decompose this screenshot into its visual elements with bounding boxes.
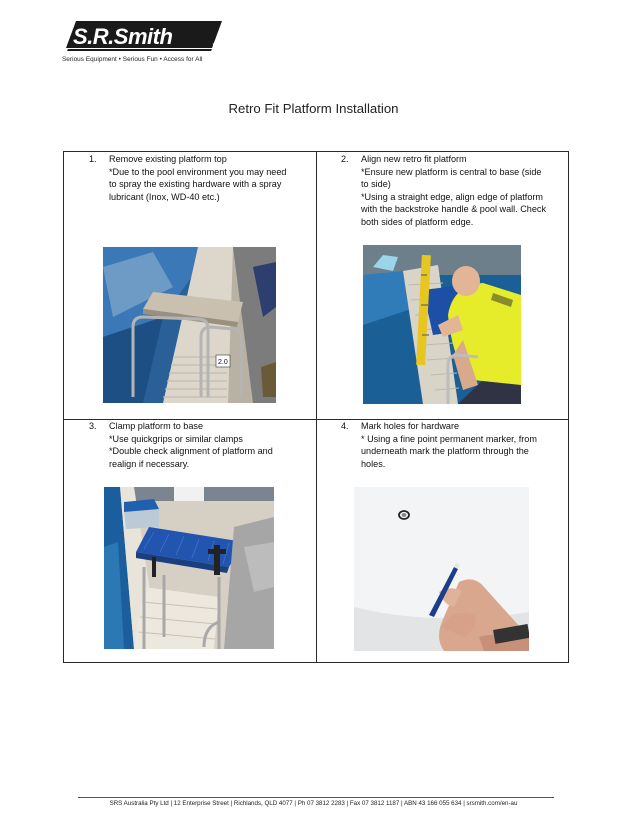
step-line: *Use quickgrips or similar clamps <box>109 433 243 444</box>
step-number: 4. <box>341 421 349 431</box>
step-heading: Align new retro fit platform <box>361 154 467 164</box>
step-heading: Mark holes for hardware <box>361 421 460 431</box>
srsmith-logo <box>62 20 224 54</box>
step-line: to side) <box>361 179 391 190</box>
step-3-text <box>89 420 311 470</box>
svg-text:S.R.Smith: S.R.Smith <box>73 24 173 49</box>
svg-text:2.0: 2.0 <box>218 359 228 366</box>
clamped-platform-photo <box>104 487 274 649</box>
step-line: underneath mark the platform through the <box>361 446 529 457</box>
page-title: Retro Fit Platform Installation <box>228 101 399 116</box>
footer-divider <box>78 797 554 798</box>
step-4-text <box>341 420 567 470</box>
logo-graphic <box>62 20 224 54</box>
step-number: 1. <box>89 154 97 164</box>
step-1-text <box>89 153 311 203</box>
step-line: *Double check alignment of platform and <box>109 446 273 457</box>
step-line: to spray the existing hardware with a spray <box>109 179 282 190</box>
footer-contact: SRS Australia Pty Ltd | 12 Enterprise Street | Richlands, QLD 4077 | Ph 07 3812 2283 | Fax 07 3812 1187 | ABN 43 166 055 634 | srsmith.com/en-au <box>109 800 518 807</box>
step-heading: Clamp platform to base <box>109 421 204 431</box>
worker-aligning-platform-photo <box>363 245 521 404</box>
step-line: lubricant (Inox, WD-40 etc.) <box>109 191 220 202</box>
step-line: *Using a straight edge, align edge of platform <box>361 191 543 202</box>
steps-table <box>63 151 569 663</box>
step-line: both sides of platform edge. <box>361 216 474 227</box>
tagline: Serious Equipment • Serious Fun • Access for All <box>62 56 203 63</box>
table-divider-vertical <box>316 152 317 662</box>
step-line: with the backstroke handle & pool wall. Check <box>361 204 547 215</box>
marking-holes-photo <box>354 487 529 651</box>
step-line: realign if necessary. <box>109 458 190 469</box>
step-heading: Remove existing platform top <box>109 154 227 164</box>
step-number: 3. <box>89 421 97 431</box>
step-2-text <box>341 153 567 229</box>
step-line: *Ensure new platform is central to base (side <box>361 166 542 177</box>
svg-text:TM: TM <box>212 42 218 47</box>
step-line: *Due to the pool environment you may need <box>109 166 287 177</box>
step-line: holes. <box>361 458 386 469</box>
pool-platform-handrail-photo <box>103 247 276 403</box>
step-line: * Using a fine point permanent marker, from <box>361 433 537 444</box>
step-number: 2. <box>341 154 349 164</box>
